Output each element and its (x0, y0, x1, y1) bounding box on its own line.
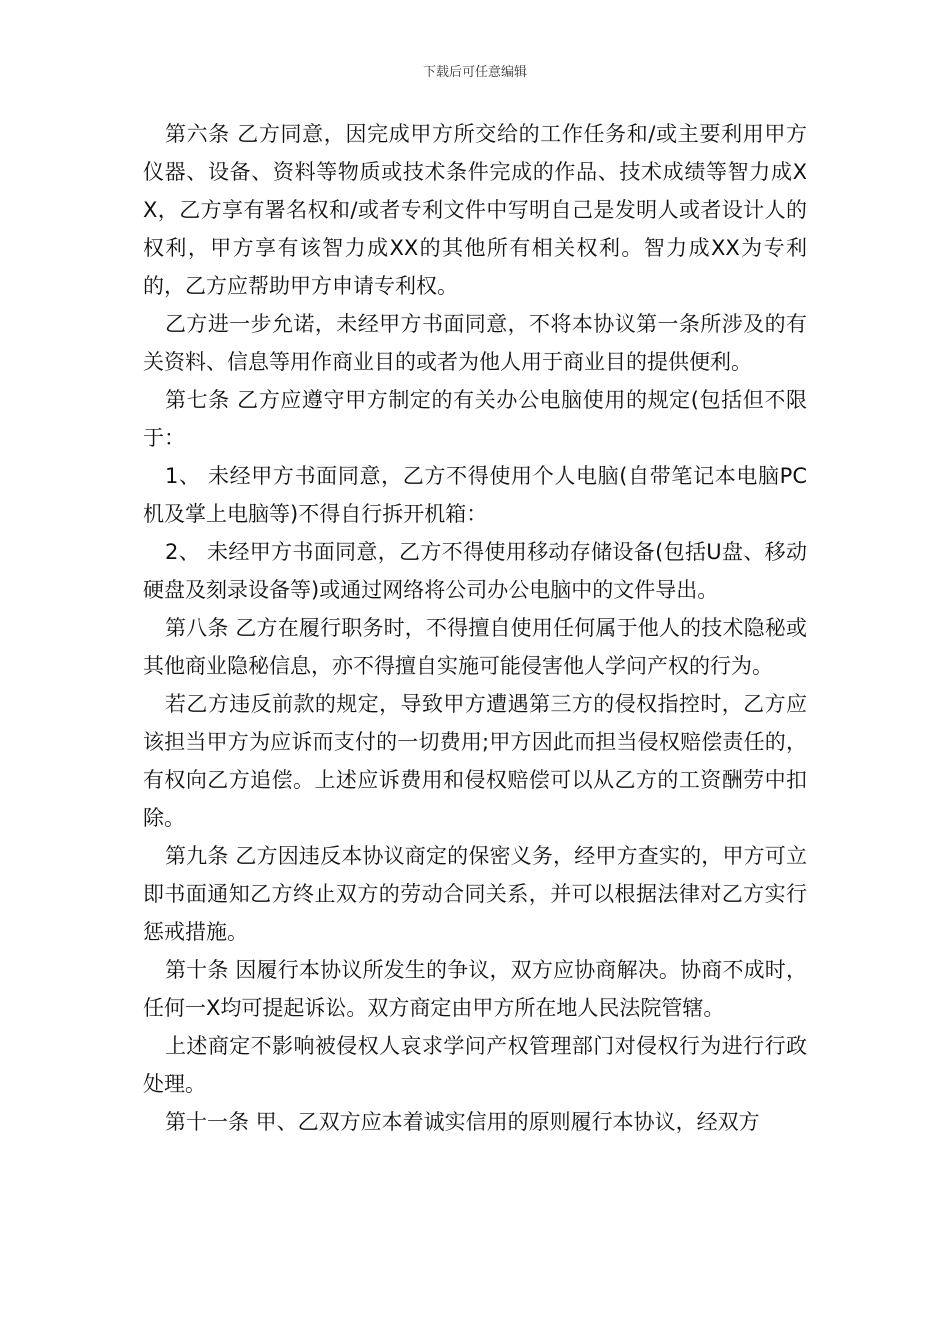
paragraph-article-6: 第六条 乙方同意，因完成甲方所交给的工作任务和/或主要利用甲方仪器、设备、资料等物质或技术条件完成的作品、技术成绩等智力成XX，乙方享有署名权和/或者专利文件中写明自己是发明人或者设计人的权利，甲方享有该智力成XX的其他所有相关权利。智力成XX为专利的，乙方应帮助甲方申请专利权。 (143, 122, 807, 298)
paragraph-article-6-continued: 乙方进一步允诺，未经甲方书面同意，不将本协议第一条所涉及的有关资料、信息等用作商业目的或者为他人用于商业目的提供便利。 (143, 312, 807, 374)
paragraph-article-8-continued: 若乙方违反前款的规定，导致甲方遭遇第三方的侵权指控时，乙方应该担当甲方为应诉而支付的一切费用;甲方因此而担当侵权赔偿责任的，有权向乙方追偿。上述应诉费用和侵权赔偿可以从乙方的工资酬劳中扣除。 (143, 692, 807, 830)
paragraph-article-10-continued: 上述商定不影响被侵权人哀求学问产权管理部门对侵权行为进行行政处理。 (143, 1034, 807, 1096)
paragraph-article-9: 第九条 乙方因违反本协议商定的保密义务，经甲方查实的，甲方可立即书面通知乙方终止双方的劳动合同关系，并可以根据法律对乙方实行惩戒措施。 (143, 844, 807, 944)
paragraph-article-7-item-1: 1、 未经甲方书面同意，乙方不得使用个人电脑(自带笔记本电脑PC机及掌上电脑等)不得自行拆开机箱： (143, 464, 807, 526)
document-body (143, 115, 807, 1141)
page-header: 下载后可任意编辑 (422, 65, 527, 80)
paragraph-article-8: 第八条 乙方在履行职务时，不得擅自使用任何属于他人的技术隐秘或其他商业隐秘信息，亦不得擅自实施可能侵害他人学问产权的行为。 (143, 616, 807, 678)
paragraph-article-11: 第十一条 甲、乙双方应本着诚实信用的原则履行本协议，经双方 (165, 1110, 760, 1134)
paragraph-article-7-item-2: 2、 未经甲方书面同意，乙方不得使用移动存储设备(包括U盘、移动硬盘及刻录设备等)或通过网络将公司办公电脑中的文件导出。 (143, 540, 807, 602)
paragraph-article-7: 第七条 乙方应遵守甲方制定的有关办公电脑使用的规定(包括但不限于： (143, 388, 807, 450)
paragraph-article-10: 第十条 因履行本协议所发生的争议，双方应协商解决。协商不成时，任何一X均可提起诉讼。双方商定由甲方所在地人民法院管辖。 (143, 958, 807, 1020)
